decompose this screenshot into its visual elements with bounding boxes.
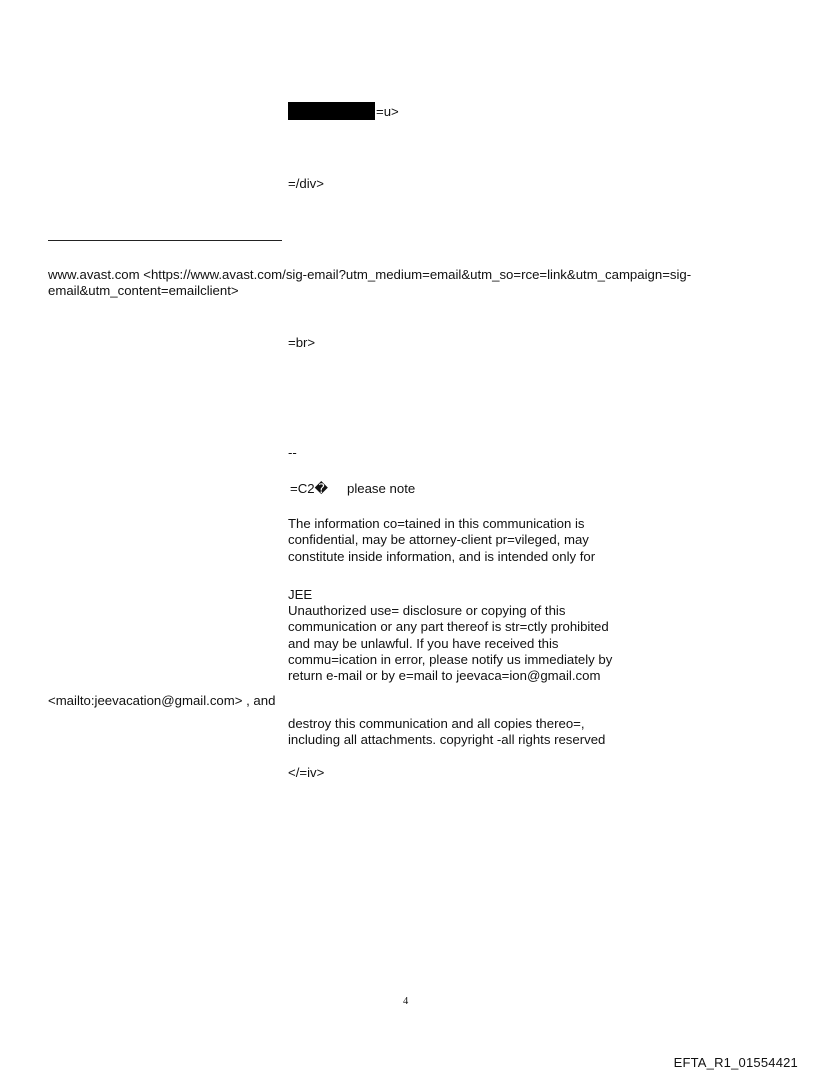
iv-close-fragment: </=iv> <box>288 765 325 780</box>
confidential-paragraph <box>288 516 595 565</box>
mailto-link[interactable]: <mailto:jeevacation@gmail.com> , and <box>48 693 276 708</box>
please-note-text: please note <box>347 481 416 496</box>
unauthorized-line: Unauthorized use= disclosure or copying of this <box>288 603 566 618</box>
signature-dashes: -- <box>288 445 297 460</box>
unauthorized-line: and may be unlawful. If you have received this <box>288 635 559 651</box>
bates-number: EFTA_R1_01554421 <box>673 1055 798 1070</box>
div-close-fragment: =/div> <box>288 176 324 191</box>
unauthorized-line: return e-mail or by e=mail to jeevaca=ion@gmail.com <box>288 668 601 684</box>
unauthorized-paragraph <box>288 603 612 684</box>
destroy-paragraph <box>288 716 605 749</box>
jee-label: JEE <box>288 587 313 602</box>
unauthorized-line: communication or any part thereof is str=ctly prohibited <box>288 619 609 635</box>
confidential-line: The information co=tained in this communication is <box>288 516 585 531</box>
br-fragment: =br> <box>288 335 316 350</box>
separator-line <box>48 240 282 241</box>
redaction-bar <box>288 102 375 120</box>
page-number: 4 <box>403 996 409 1007</box>
destroy-line: including all attachments. copyright -all rights reserved <box>288 732 606 748</box>
unauthorized-line: commu=ication in error, please notify us immediately by <box>288 651 613 667</box>
destroy-line: destroy this communication and all copies thereo=, <box>288 716 585 731</box>
avast-link-line-2[interactable]: email&utm_content=emailclient> <box>48 283 239 298</box>
confidential-line: confidential, may be attorney-client pr=vileged, may <box>288 532 589 548</box>
top-fragment: =u> <box>376 104 399 119</box>
confidential-line: constitute inside information, and is intended only for <box>288 548 596 564</box>
please-note-prefix: =C2� <box>290 481 329 496</box>
avast-link-line-1[interactable]: www.avast.com <https://www.avast.com/sig-email?utm_medium=email&utm_so=rce=link&utm_campaign=sig- <box>48 267 692 282</box>
